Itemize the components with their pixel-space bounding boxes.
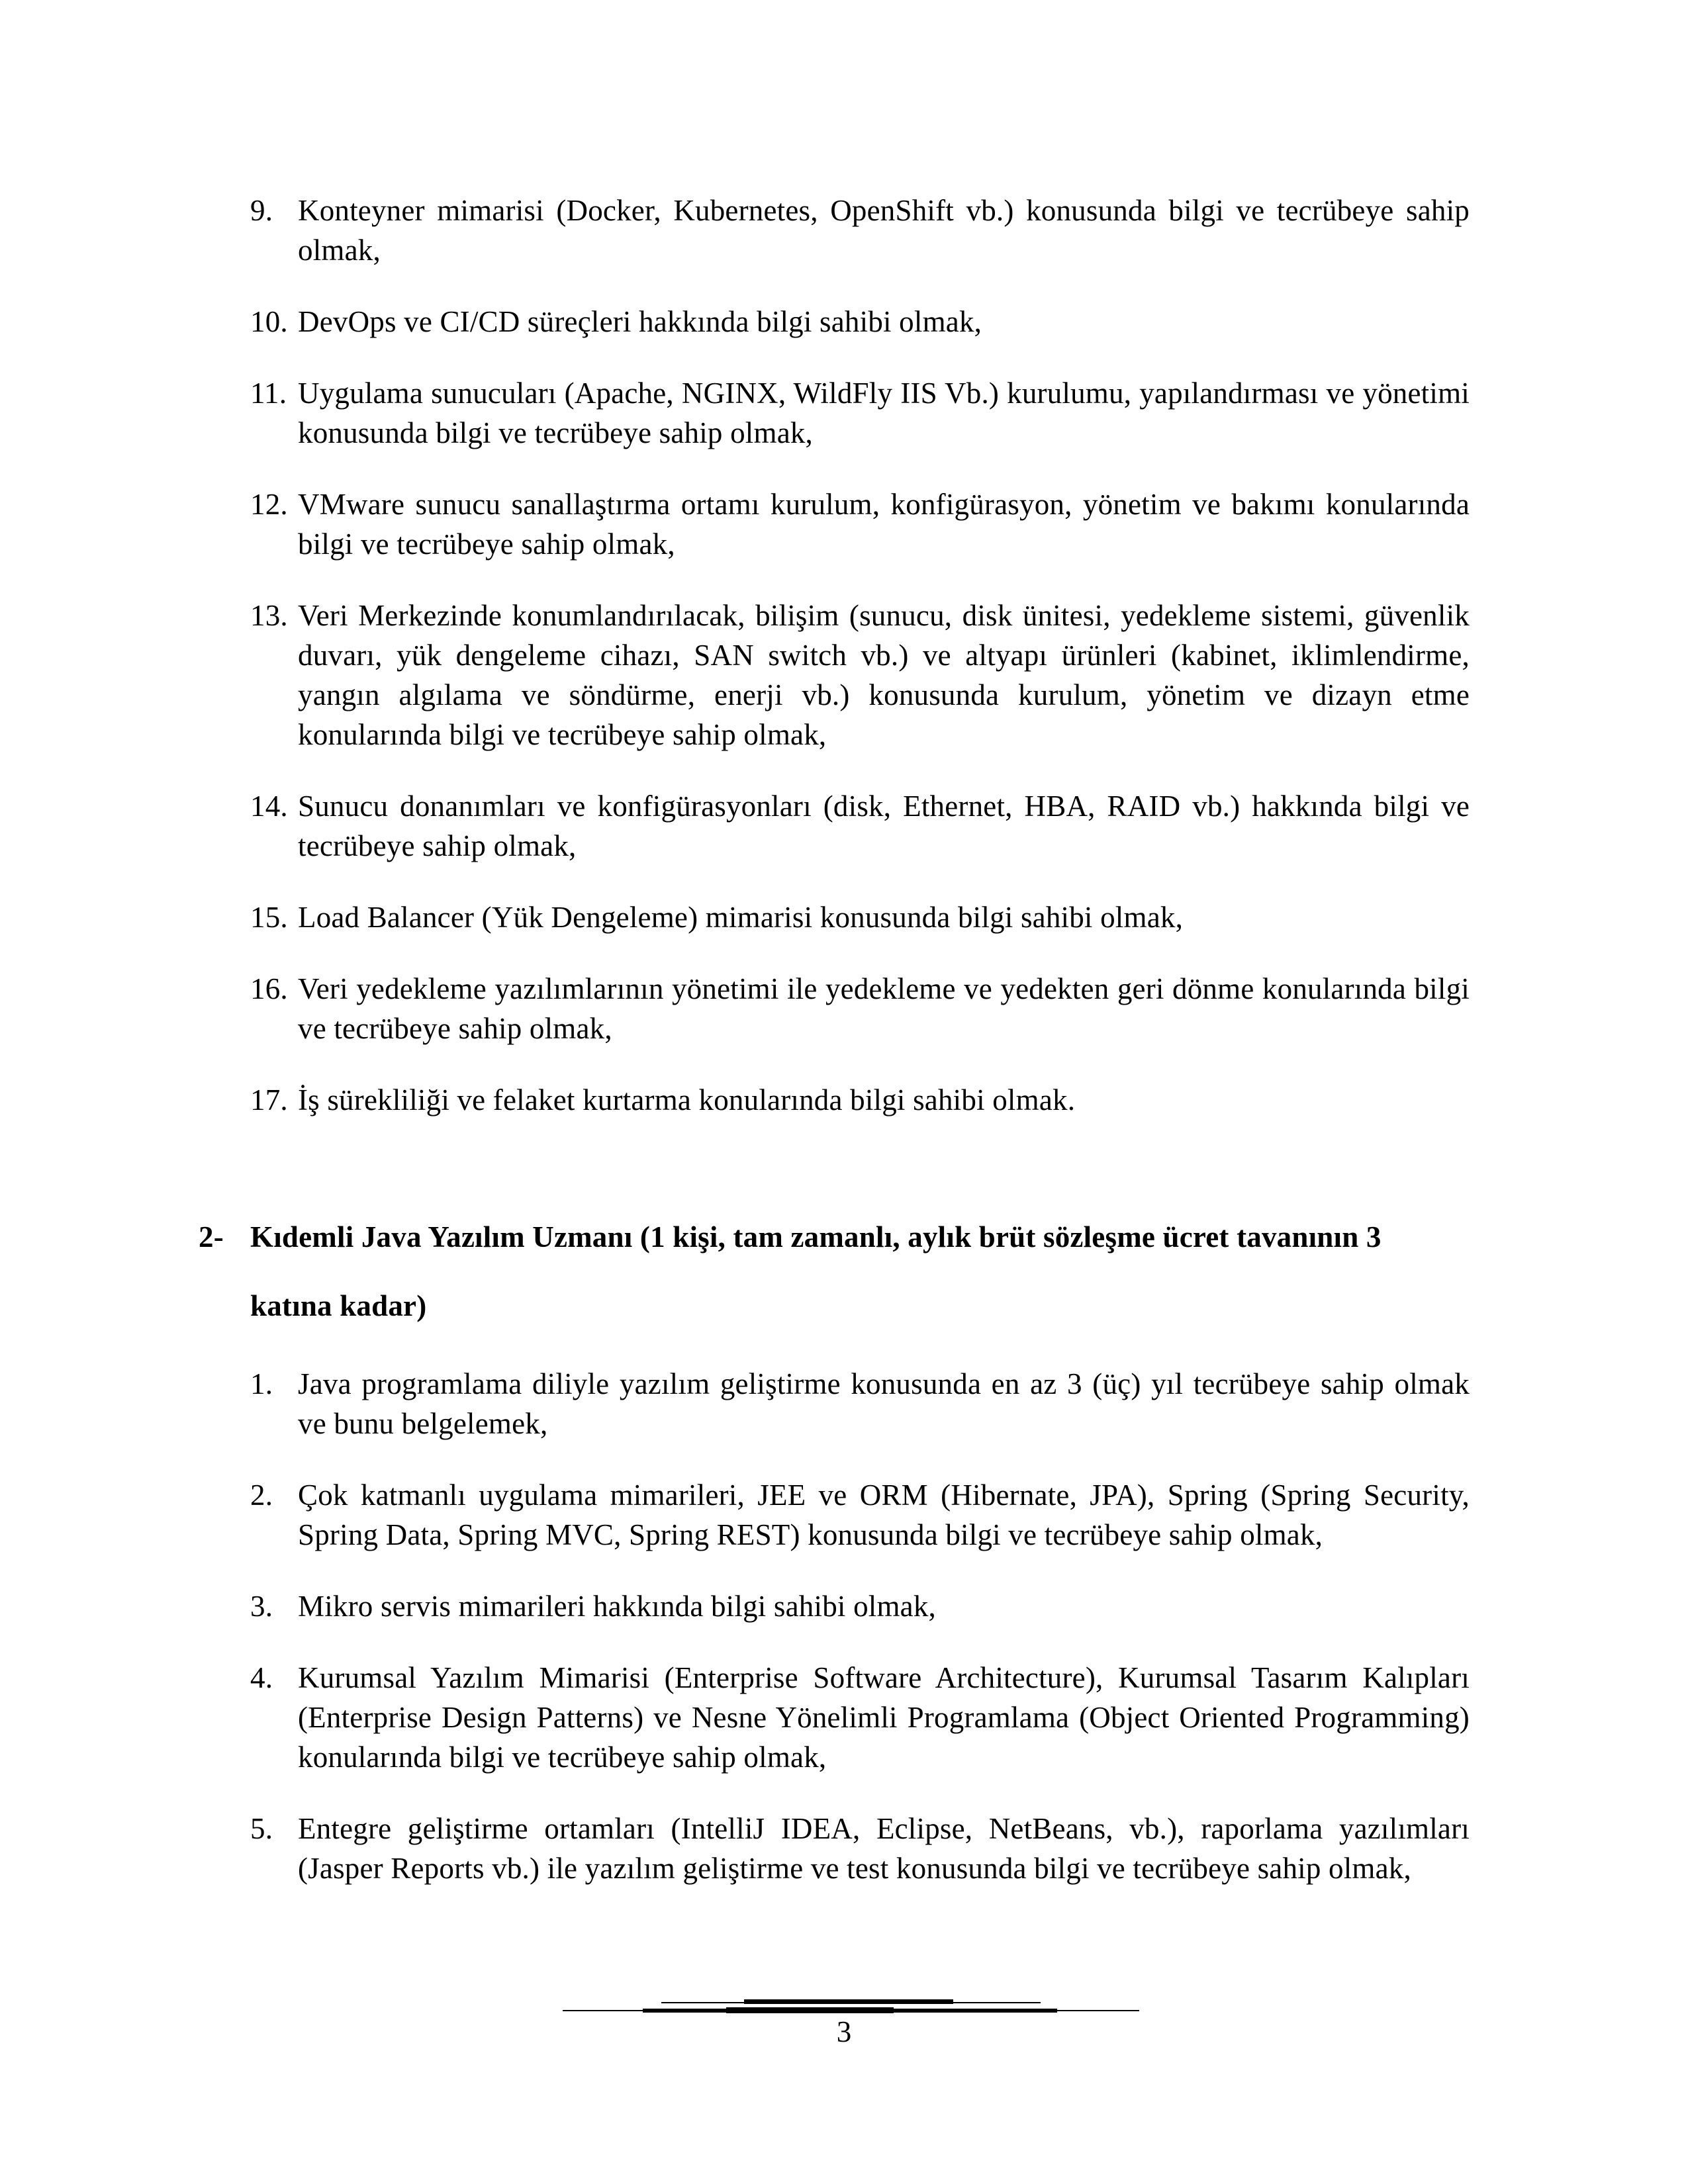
list-item bbox=[250, 302, 1470, 341]
list-item bbox=[250, 1809, 1470, 1888]
section-heading-number: 2- bbox=[199, 1220, 224, 1253]
list-item-text: Uygulama sunucuları (Apache, NGINX, WildFly IIS Vb.) kurulumu, yapılandırması ve yönetimi konusunda bilgi ve tecrübeye sahip olmak, bbox=[298, 377, 1470, 449]
section-heading-text: Kıdemli Java Yazılım Uzmanı (1 kişi, tam zamanlı, aylık brüt sözleşme ücret tavanının 3 katına kadar) bbox=[250, 1220, 1382, 1322]
list-item bbox=[250, 191, 1470, 270]
list-item-number: 16. bbox=[250, 972, 288, 1005]
list-item bbox=[250, 969, 1470, 1048]
list-item bbox=[250, 1364, 1470, 1443]
list-item-text: Çok katmanlı uygulama mimarileri, JEE ve ORM (Hibernate, JPA), Spring (Spring Security, Spring Data, Spring MVC, Spring REST) konusunda bilgi ve tecrübeye sahip olmak, bbox=[298, 1479, 1470, 1551]
list-item-text: Java programlama diliyle yazılım geliştirme konusunda en az 3 (üç) yıl tecrübeye sahip olmak ve bunu belgelemek, bbox=[298, 1367, 1470, 1440]
list-item-number: 1. bbox=[250, 1367, 273, 1400]
list-item-number: 14. bbox=[250, 790, 288, 823]
list-item-number: 13. bbox=[250, 599, 288, 632]
list-item-number: 15. bbox=[250, 901, 288, 934]
list-item-text: Veri yedekleme yazılımlarının yönetimi ile yedekleme ve yedekten geri dönme konularında bilgi ve tecrübeye sahip olmak, bbox=[298, 972, 1470, 1045]
footer-rule-lower-thickest bbox=[726, 2007, 894, 2013]
list-item bbox=[250, 897, 1470, 937]
list-item bbox=[250, 1658, 1470, 1777]
list-item-text: Sunucu donanımları ve konfigürasyonları (disk, Ethernet, HBA, RAID vb.) hakkında bilgi ve tecrübeye sahip olmak, bbox=[298, 790, 1470, 862]
list-item-number: 4. bbox=[250, 1661, 273, 1694]
list-item bbox=[250, 1475, 1470, 1555]
requirements-list-2 bbox=[250, 1364, 1470, 1888]
list-item-text: İş sürekliliği ve felaket kurtarma konularında bilgi sahibi olmak. bbox=[298, 1083, 1076, 1116]
list-item-text: Load Balancer (Yük Dengeleme) mimarisi konusunda bilgi sahibi olmak, bbox=[298, 901, 1184, 934]
list-item-text: Konteyner mimarisi (Docker, Kubernetes, OpenShift vb.) konusunda bilgi ve tecrübeye sahip olmak, bbox=[298, 194, 1470, 267]
list-item bbox=[250, 596, 1470, 754]
list-item-number: 5. bbox=[250, 1812, 273, 1845]
list-item-text: Kurumsal Yazılım Mimarisi (Enterprise Software Architecture), Kurumsal Tasarım Kalıpları (Enterprise Design Patterns) ve Nesne Yönelimli Programlama (Object Oriented Programming) konularında bilgi ve tecrübeye sahip olmak, bbox=[298, 1661, 1470, 1774]
list-item-text: VMware sunucu sanallaştırma ortamı kurulum, konfigürasyon, yönetim ve bakımı konularında bilgi ve tecrübeye sahip olmak, bbox=[298, 488, 1470, 561]
list-item-number: 9. bbox=[250, 194, 273, 227]
list-item-number: 17. bbox=[250, 1083, 288, 1116]
list-item-number: 10. bbox=[250, 305, 288, 338]
list-item bbox=[250, 1586, 1470, 1626]
list-item-text: Mikro servis mimarileri hakkında bilgi sahibi olmak, bbox=[298, 1590, 936, 1623]
document-content bbox=[199, 191, 1470, 1888]
list-item-text: Entegre geliştirme ortamları (IntelliJ IDEA, Eclipse, NetBeans, vb.), raporlama yazılımları (Jasper Reports vb.) ile yazılım geliştirme ve test konusunda bilgi ve tecrübeye sahip olmak, bbox=[298, 1812, 1470, 1885]
requirements-list-1 bbox=[250, 191, 1470, 1120]
list-item bbox=[250, 786, 1470, 866]
section-heading-senior-java-specialist bbox=[199, 1203, 1470, 1340]
list-item-number: 11. bbox=[250, 377, 287, 410]
page-number: 3 bbox=[836, 2015, 852, 2048]
list-item bbox=[250, 373, 1470, 453]
list-item-number: 3. bbox=[250, 1590, 273, 1623]
list-item bbox=[250, 484, 1470, 564]
list-item bbox=[250, 1080, 1470, 1120]
list-item-text: Veri Merkezinde konumlandırılacak, bilişim (sunucu, disk ünitesi, yedekleme sistemi, güvenlik duvarı, yük dengeleme cihazı, SAN switch vb.) ve altyapı ürünleri (kabinet, iklimlendirme, yangın algılama ve söndürme, enerji vb.) konusunda kurulum, yönetim ve dizayn etme konularında bilgi ve tecrübeye sahip olmak, bbox=[298, 599, 1470, 751]
list-item-text: DevOps ve CI/CD süreçleri hakkında bilgi sahibi olmak, bbox=[298, 305, 982, 338]
list-item-number: 12. bbox=[250, 488, 288, 521]
footer-rule-upper-thick bbox=[744, 1999, 953, 2004]
list-item-number: 2. bbox=[250, 1479, 273, 1512]
